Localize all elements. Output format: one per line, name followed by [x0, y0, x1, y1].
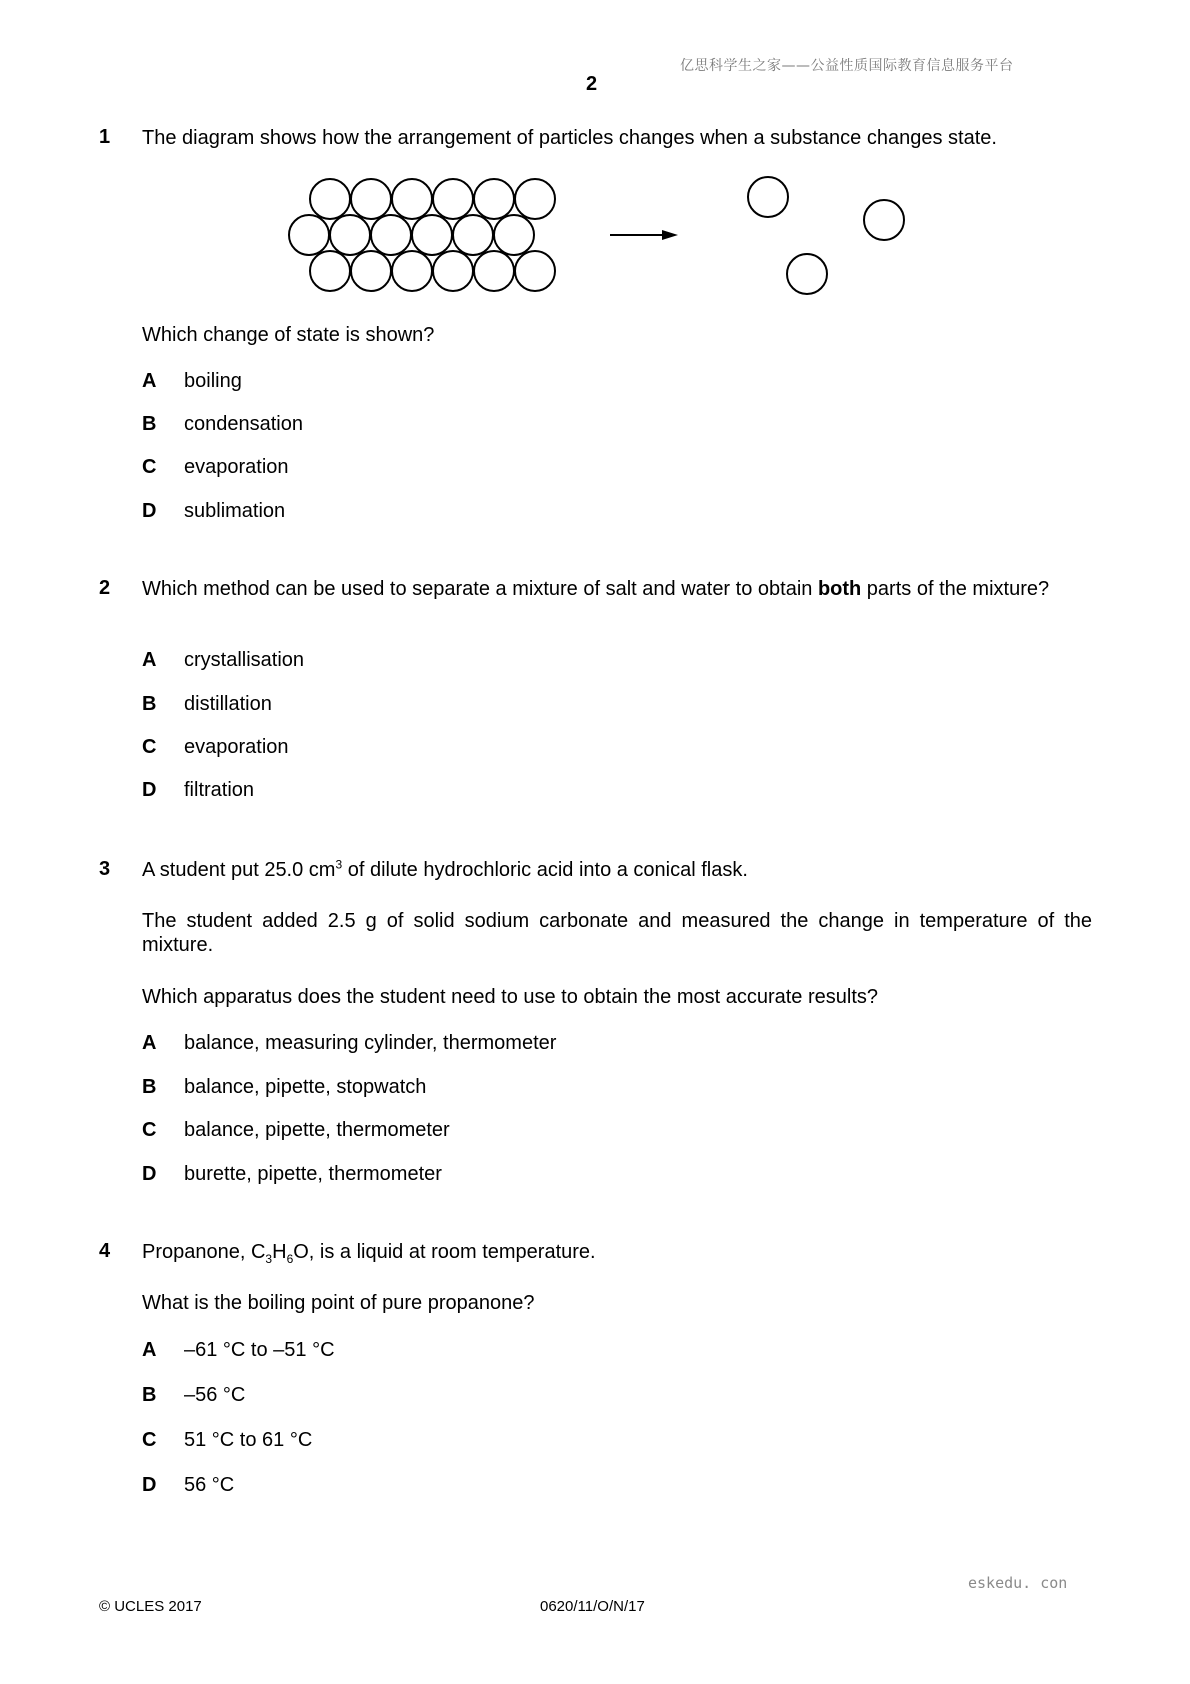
q4-option-a-letter: A — [142, 1339, 157, 1361]
q3-option-d-text: burette, pipette, thermometer — [184, 1163, 442, 1185]
q2-option-b-text: distillation — [184, 693, 272, 715]
question-3-number: 3 — [99, 858, 111, 880]
particle-diagram — [280, 170, 920, 305]
q1-option-b-text: condensation — [184, 413, 303, 435]
particle — [787, 254, 827, 294]
particle — [392, 251, 432, 291]
particle — [433, 179, 473, 219]
solid-particles — [289, 179, 555, 291]
q4-option-b-letter: B — [142, 1384, 157, 1406]
emphasis-both: both — [817, 578, 862, 600]
q2-option-d-text: filtration — [184, 779, 255, 801]
q1-option-a-letter: A — [142, 370, 157, 392]
particle — [515, 179, 555, 219]
question-1-prompt: Which change of state is shown? — [142, 324, 435, 346]
q2-option-a-letter: A — [142, 649, 157, 671]
particle — [412, 215, 452, 255]
particle — [433, 251, 473, 291]
question-1-text: The diagram shows how the arrangement of particles changes when a substance changes state. — [142, 127, 997, 149]
question-2-text: Which method can be used to separate a mixture of salt and water to obtain both parts of the mixture? — [142, 578, 1050, 600]
particle — [310, 179, 350, 219]
q3-option-b-text: balance, pipette, stopwatch — [184, 1076, 427, 1098]
question-3-line-2: The student added 2.5 g of solid sodium carbonate and measured the change in temperature of the mixture. — [142, 910, 1092, 956]
question-4-number: 4 — [99, 1240, 111, 1262]
q3-option-a-text: balance, measuring cylinder, thermometer — [184, 1032, 557, 1054]
q4-option-d-letter: D — [142, 1474, 157, 1496]
q1-option-d-text: sublimation — [184, 500, 286, 522]
q4-option-c-letter: C — [142, 1429, 157, 1451]
q3-option-c-letter: C — [142, 1119, 157, 1141]
q1-option-c-text: evaporation — [184, 456, 289, 478]
particle — [748, 177, 788, 217]
particle — [351, 179, 391, 219]
particle — [289, 215, 329, 255]
q2-option-d-letter: D — [142, 779, 157, 801]
particle — [453, 215, 493, 255]
site-watermark: eskedu. con — [968, 1574, 1068, 1592]
question-1-number: 1 — [99, 126, 111, 148]
footer-copyright: © UCLES 2017 — [99, 1598, 202, 1615]
question-3-line-1: A student put 25.0 $cm^3$ of dilute hydrochloric acid into a conical flask. — [142, 857, 748, 881]
particle — [351, 251, 391, 291]
q3-option-b-letter: B — [142, 1076, 157, 1098]
question-4-prompt: What is the boiling point of pure propanone? — [142, 1292, 535, 1314]
page-number: 2 — [586, 73, 598, 95]
header-watermark: 亿思科学生之家——公益性质国际教育信息服务平台 — [680, 58, 1014, 74]
q2-option-a-text: crystallisation — [184, 649, 305, 671]
particle — [310, 251, 350, 291]
particle — [371, 215, 411, 255]
arrow-icon — [610, 230, 678, 240]
q1-option-a-text: boiling — [184, 370, 242, 392]
q4-option-a-text: –61 °C to –51 °C — [184, 1339, 335, 1361]
question-3-prompt: Which apparatus does the student need to use to obtain the most accurate results? — [142, 986, 879, 1008]
particle — [330, 215, 370, 255]
footer-paper-code: 0620/11/O/N/17 — [540, 1598, 645, 1615]
particle — [494, 215, 534, 255]
particle — [474, 251, 514, 291]
q1-option-b-letter: B — [142, 413, 157, 435]
particle — [392, 179, 432, 219]
q4-option-d-text: 56 °C — [184, 1474, 235, 1496]
q3-option-d-letter: D — [142, 1163, 157, 1185]
particle — [515, 251, 555, 291]
q2-option-c-letter: C — [142, 736, 157, 758]
particle — [864, 200, 904, 240]
question-4-line-1: Propanone, $C_3H_6O$, is a liquid at room temperature. — [142, 1241, 596, 1266]
q3-option-a-letter: A — [142, 1032, 157, 1054]
q2-option-c-text: evaporation — [184, 736, 289, 758]
q1-option-d-letter: D — [142, 500, 157, 522]
q2-option-b-letter: B — [142, 693, 157, 715]
q3-option-c-text: balance, pipette, thermometer — [184, 1119, 450, 1141]
q1-option-c-letter: C — [142, 456, 157, 478]
question-2-number: 2 — [99, 577, 111, 599]
q4-option-c-text: 51 °C to 61 °C — [184, 1429, 313, 1451]
q4-option-b-text: –56 °C — [184, 1384, 246, 1406]
particle — [474, 179, 514, 219]
gas-particles — [748, 177, 904, 294]
